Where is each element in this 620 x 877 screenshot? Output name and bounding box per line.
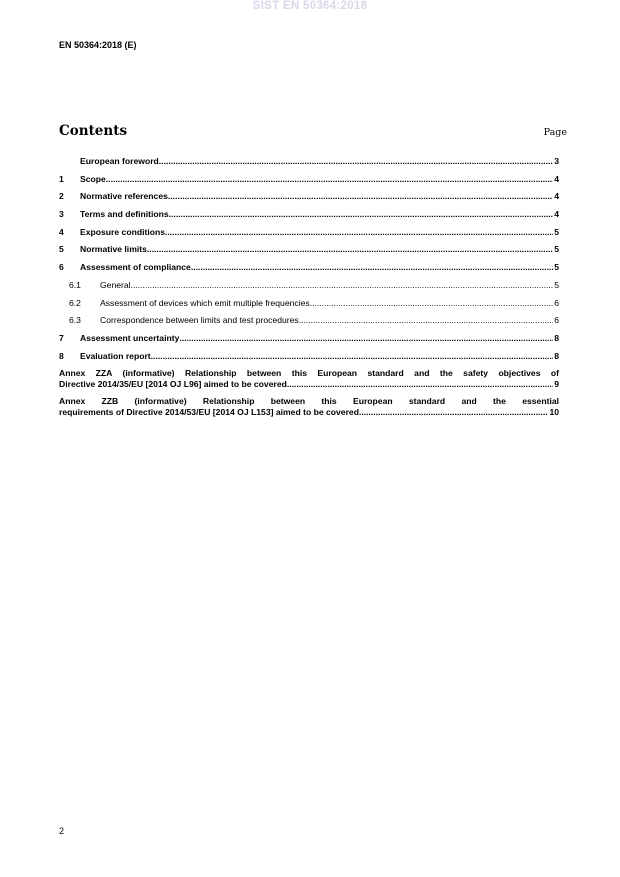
toc-entry-number: 6.3 (69, 315, 81, 326)
toc-entry-page: 8 (554, 332, 559, 343)
toc-entry[interactable] (59, 280, 559, 291)
toc-entry-page: 4 (554, 209, 559, 220)
toc-entries (59, 156, 559, 362)
toc-entry-number: 6.2 (69, 297, 81, 308)
toc-entry[interactable] (59, 209, 559, 220)
toc-entry-number: 1 (59, 173, 64, 184)
toc-entry-title: Normative references (80, 191, 168, 202)
toc-entry-title: Evaluation report (80, 350, 151, 361)
toc-dot-leader (359, 407, 548, 418)
toc-annex-title-line2: requirements of Directive 2014/53/EU [2014 OJ L153] aimed to be covered (59, 407, 359, 418)
toc-entry-number: 6 (59, 262, 64, 273)
toc-entry-title: Normative limits (80, 244, 147, 255)
toc-entry-page: 4 (554, 191, 559, 202)
toc-entry-title: Exposure conditions (80, 226, 165, 237)
toc-annex-page: 10 (549, 407, 559, 418)
toc-entry-title: Assessment of compliance (80, 262, 191, 273)
toc-dot-leader (165, 227, 553, 238)
toc-dot-leader (287, 379, 553, 390)
toc-dot-leader (159, 156, 553, 167)
toc-entry-title: Terms and definitions (80, 209, 169, 220)
contents-heading: Contents (59, 123, 128, 139)
toc-entry[interactable] (59, 156, 559, 167)
toc-entry[interactable] (59, 351, 559, 362)
toc-entry-title: Correspondence between limits and test procedures (100, 315, 299, 326)
toc-entry-title: European foreword (80, 156, 159, 166)
toc-entry[interactable] (59, 333, 559, 344)
toc-dot-leader (310, 298, 554, 309)
toc-entry-title: Assessment of devices which emit multiple frequencies (100, 297, 310, 308)
toc-dot-leader (168, 191, 553, 202)
page-column-heading: Page (543, 127, 567, 138)
toc-entry[interactable] (59, 191, 559, 202)
toc-entry-page: 4 (554, 173, 559, 184)
toc-dot-leader (151, 351, 554, 362)
toc-entry-page: 5 (554, 226, 559, 237)
toc-entry[interactable] (59, 244, 559, 255)
toc-entry[interactable] (59, 174, 559, 185)
toc-dot-leader (169, 209, 554, 220)
toc-dot-leader (131, 280, 554, 291)
toc-entry-number: 6.1 (69, 279, 81, 290)
toc-annex-page: 9 (554, 379, 559, 390)
toc-entry-number: 8 (59, 350, 64, 361)
toc-entry-number: 3 (59, 209, 64, 220)
toc-entry-number: 2 (59, 191, 64, 202)
toc-dot-leader (147, 244, 553, 255)
toc-entry-page: 8 (554, 350, 559, 361)
toc-annex-title-line1: Annex ZZA (informative) Relationship between this European standard and the safety objectives of (59, 368, 559, 379)
toc-entry-page: 5 (554, 244, 559, 255)
toc-entry-title: Scope (80, 173, 106, 184)
toc-entry-page: 6 (554, 297, 559, 308)
toc-annexes (59, 368, 559, 418)
toc-dot-leader (106, 174, 553, 185)
toc-annex-entry[interactable] (59, 396, 559, 418)
toc-dot-leader (191, 262, 553, 273)
toc-annex-entry[interactable] (59, 368, 559, 390)
toc-entry-title: Assessment uncertainty (80, 332, 180, 343)
toc-annex-title-line2: Directive 2014/35/EU [2014 OJ L96] aimed to be covered (59, 379, 287, 390)
document-id: EN 50364:2018 (E) (59, 40, 137, 50)
toc-entry-number: 7 (59, 332, 64, 343)
toc-entry-page: 5 (554, 262, 559, 273)
watermark: SIST EN 50364:2018 (252, 0, 368, 12)
toc-entry[interactable] (59, 315, 559, 326)
toc-entry-number: 5 (59, 244, 64, 255)
toc-entry-page: 3 (554, 156, 559, 166)
toc-annex-title-line1: Annex ZZB (informative) Relationship between this European standard and the essential (59, 396, 559, 407)
toc-entry[interactable] (59, 298, 559, 309)
toc-entry-page: 5 (554, 279, 559, 290)
toc-entry-number: 4 (59, 226, 64, 237)
toc-dot-leader (179, 333, 553, 344)
page-number: 2 (59, 826, 65, 836)
table-of-contents (59, 156, 559, 424)
toc-entry[interactable] (59, 227, 559, 238)
toc-dot-leader (299, 315, 553, 326)
toc-entry-title: General (100, 279, 131, 290)
toc-entry-page: 6 (554, 315, 559, 326)
toc-entry[interactable] (59, 262, 559, 273)
